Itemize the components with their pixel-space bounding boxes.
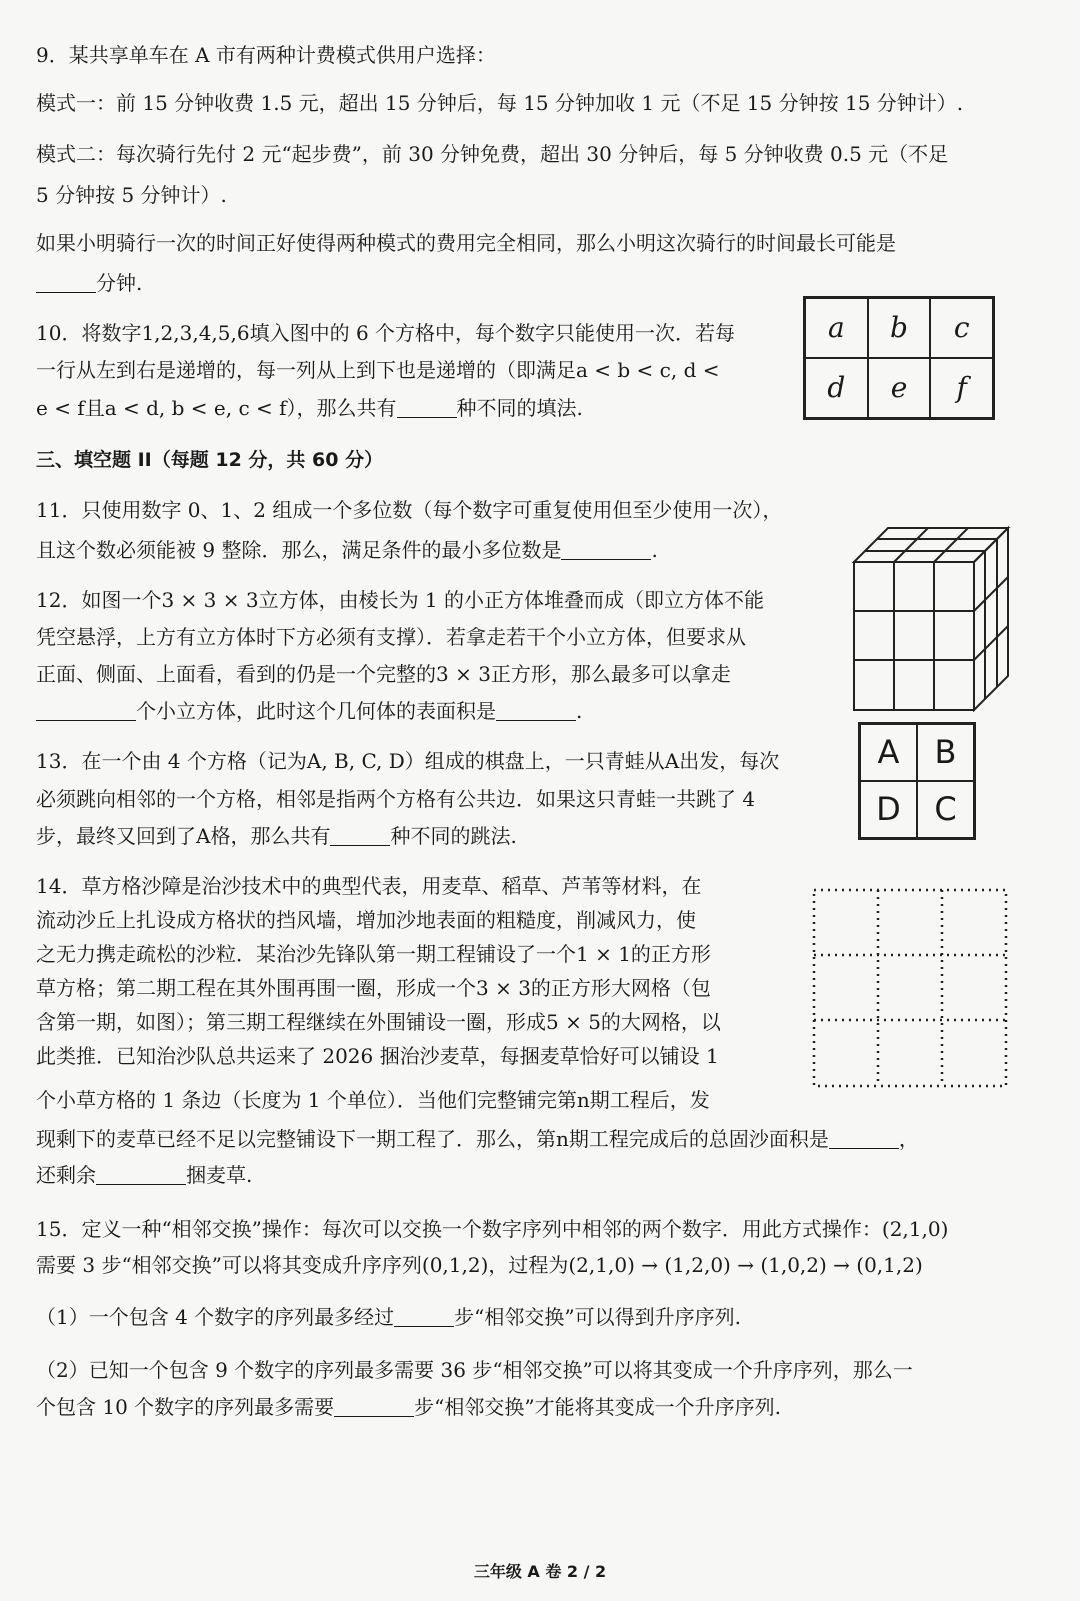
q15-l2: 需要 3 步“相邻交换”可以将其变成升序序列(0,1,2)，过程为(2,1,0) → (1,2,0) → (1,0,2) → (0,1,2) xyxy=(36,1253,923,1277)
answer-blank[interactable] xyxy=(334,1396,414,1417)
q11-l2end: . xyxy=(651,538,658,562)
q14-l9b: 捆麦草. xyxy=(186,1163,253,1187)
q13-l2: 必须跳向相邻的一个方格，相邻是指两个方格有公共边．如果这只青蛙一共跳了 4 xyxy=(36,787,756,811)
q9-mode2b: 5 分钟按 5 分钟计）. xyxy=(36,183,227,207)
q14-l8 xyxy=(36,1124,919,1155)
board-cell: B xyxy=(917,724,974,781)
q14-l8b: ， xyxy=(898,1127,919,1151)
abcd-board xyxy=(858,722,976,840)
grid-cell: f xyxy=(930,358,993,418)
q12-l2: 凭空悬浮，上方有立方体时下方必须有支撑）．若拿走若干个小立方体，但要求从 xyxy=(36,625,746,649)
q12-l1: 12．如图一个3 × 3 × 3立方体，由棱长为 1 的小正方体堆叠而成（即立方体不能 xyxy=(36,588,765,612)
q9-mode1: 模式一：前 15 分钟收费 1.5 元，超出 15 分钟后，每 15 分钟加收 1 元（不足 15 分钟按 15 分钟计）. xyxy=(36,91,964,115)
answer-blank[interactable] xyxy=(397,397,457,418)
grass-grid-figure xyxy=(810,886,1010,1090)
grid-cell: c xyxy=(930,298,993,358)
board-cell: A xyxy=(860,724,917,781)
q10-l3b: 种不同的填法. xyxy=(456,396,583,420)
q14-l1: 14．草方格沙障是治沙技术中的典型代表，用麦草、稻草、芦苇等材料，在 xyxy=(36,874,702,898)
q9-ask-line xyxy=(36,268,142,299)
grid-cell: e xyxy=(868,358,931,418)
q13-l3b: 种不同的跳法. xyxy=(390,824,517,848)
q11-l2: 且这个数必须能被 9 整除．那么，满足条件的最小多位数是 xyxy=(36,538,562,562)
q14-l2: 流动沙丘上扎设成方格状的挡风墙，增加沙地表面的粗糙度，削减风力，使 xyxy=(36,908,696,932)
q12-l3: 正面、侧面、上面看，看到的仍是一个完整的3 × 3正方形，那么最多可以拿走 xyxy=(36,662,731,686)
grid-cell: b xyxy=(868,298,931,358)
section-title: 三、填空题 II（每题 12 分，共 60 分） xyxy=(36,449,384,471)
answer-blank[interactable] xyxy=(394,1306,454,1327)
q13-l3a: 步，最终又回到了A格，那么共有 xyxy=(36,824,331,848)
q10-l1: 10．将数字1,2,3,4,5,6填入图中的 6 个方格中，每个数字只能使用一次．若每 xyxy=(36,321,736,345)
q15-l1: 15．定义一种“相邻交换”操作：每次可以交换一个数字序列中相邻的两个数字．用此方式操作：(2,1,0) xyxy=(36,1217,949,1241)
q14-l9 xyxy=(36,1160,252,1191)
q14-l3: 之无力携走疏松的沙粒．某治沙先锋队第一期工程铺设了一个1 × 1的正方形 xyxy=(36,942,711,966)
board-cell: D xyxy=(860,781,917,838)
q15-p1a: （1）一个包含 4 个数字的序列最多经过 xyxy=(36,1305,395,1329)
q13-l1: 13．在一个由 4 个方格（记为A, B, C, D）组成的棋盘上，一只青蛙从A出发，每次 xyxy=(36,749,780,773)
board-cell: C xyxy=(917,781,974,838)
answer-blank[interactable] xyxy=(496,700,576,721)
q14-l8a: 现剩下的麦草已经不足以完整铺设下一期工程了．那么，第n期工程完成后的总固沙面积是 xyxy=(36,1127,829,1151)
q14-l5: 含第一期，如图）；第三期工程继续在外围铺设一圈，形成5 × 5的大网格，以 xyxy=(36,1010,721,1034)
q15-p2 xyxy=(36,1392,781,1423)
answer-blank[interactable] xyxy=(36,272,96,293)
q12-l4 xyxy=(36,696,582,727)
q10-l2: 一行从左到右是递增的，每一列从上到下也是递增的（即满足a < b < c, d < xyxy=(36,358,720,382)
q15-p1 xyxy=(36,1302,741,1333)
q9-ask-b: 分钟. xyxy=(96,271,143,295)
q11-l2-line xyxy=(36,535,658,566)
q10-l3 xyxy=(36,393,583,424)
answer-blank[interactable] xyxy=(829,1128,899,1149)
grid-cell: d xyxy=(805,358,868,418)
grid-cell: a xyxy=(805,298,868,358)
q14-l9a: 还剩余 xyxy=(36,1163,96,1187)
q15-p2b: 个包含 10 个数字的序列最多需要 xyxy=(36,1395,335,1419)
answer-blank[interactable] xyxy=(330,825,390,846)
q15-p1b: 步“相邻交换”可以得到升序序列. xyxy=(454,1305,741,1329)
answer-blank[interactable] xyxy=(561,539,651,560)
q14-l7: 个小草方格的 1 条边（长度为 1 个单位）．当他们完整铺完第n期工程后，发 xyxy=(36,1088,710,1112)
answer-blank[interactable] xyxy=(36,700,136,721)
q11-l1: 11．只使用数字 0、1、2 组成一个多位数（每个数字可重复使用但至少使用一次）， xyxy=(36,498,783,522)
q15-p2c: 步“相邻交换”才能将其变成一个升序序列. xyxy=(414,1395,781,1419)
q12-l4b: . xyxy=(576,699,583,723)
q9-mode2a: 模式二：每次骑行先付 2 元“起步费”，前 30 分钟免费，超出 30 分钟后，每 5 分钟收费 0.5 元（不足 xyxy=(36,142,949,166)
q14-l4: 草方格；第二期工程在其外围再围一圈，形成一个3 × 3的正方形大网格（包 xyxy=(36,976,711,1000)
q14-l6: 此类推．已知治沙队总共运来了 2026 捆治沙麦草，每捆麦草恰好可以铺设 1 xyxy=(36,1044,719,1068)
q9-ask-a: 如果小明骑行一次的时间正好使得两种模式的费用完全相同，那么小明这次骑行的时间最长可能是 xyxy=(36,231,896,255)
page-footer: 三年级 A 卷 2 / 2 xyxy=(473,1562,607,1581)
q13-l3 xyxy=(36,821,517,852)
abcdef-grid xyxy=(803,296,995,420)
q9-line1: 9．某共享单车在 A 市有两种计费模式供用户选择： xyxy=(36,43,496,67)
q12-l4a: 个小立方体，此时这个几何体的表面积是 xyxy=(136,699,496,723)
answer-blank[interactable] xyxy=(96,1164,186,1185)
q10-l3a: e < f且a < d, b < e, c < f），那么共有 xyxy=(36,396,397,420)
cube-figure xyxy=(848,522,1018,718)
q15-p2a: （2）已知一个包含 9 个数字的序列最多需要 36 步“相邻交换”可以将其变成一个升序序列，那么一 xyxy=(36,1358,913,1382)
